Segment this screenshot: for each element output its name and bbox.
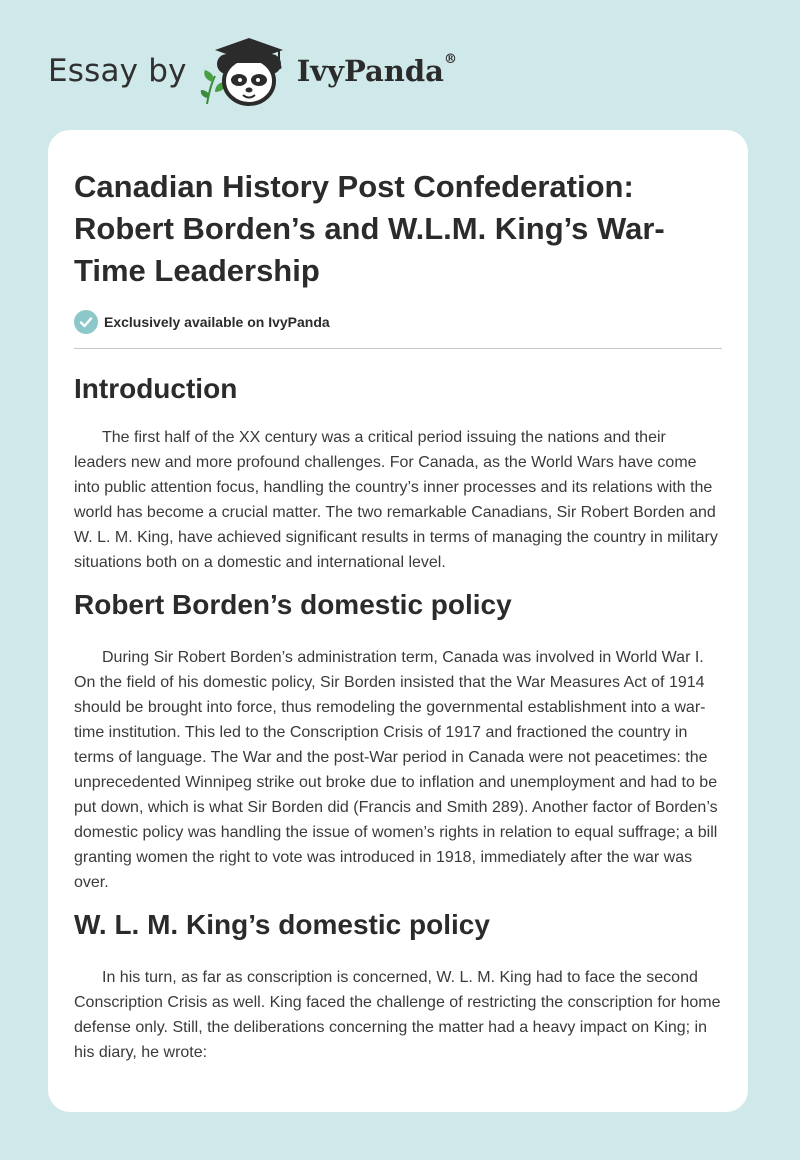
title-divider	[74, 348, 722, 349]
brand-name: IvyPanda®	[296, 52, 457, 88]
exclusive-badge	[74, 310, 722, 334]
section-paragraph: The first half of the XX century was a critical period issuing the nations and their leaders new and more profound challenges. For Canada, as the World Wars have come into public attention focus, handling the country’s inner processes and its relations with the world has become a crucial matter. The two remarkable Canadians, Sir Robert Borden and W. L. M. King, have achieved significant results in terms of managing the country in military situations both on a domestic and international level.	[74, 429, 718, 571]
essay-title: Canadian History Post Confederation: Robert Borden’s and W.L.M. King’s War-Time Leadership	[74, 169, 665, 288]
ivypanda-logo-icon	[199, 34, 291, 108]
section-heading: Introduction	[74, 373, 238, 404]
brand-header	[48, 34, 457, 108]
essay-by-label: Essay by	[48, 53, 187, 89]
check-icon	[74, 310, 98, 334]
essay-card	[48, 130, 748, 1112]
trademark-symbol: ®	[443, 52, 457, 67]
section-heading: W. L. M. King’s domestic policy	[74, 909, 490, 940]
exclusive-label: Exclusively available on IvyPanda	[104, 314, 330, 330]
section-heading: Robert Borden’s domestic policy	[74, 589, 512, 620]
section-paragraph: In his turn, as far as conscription is concerned, W. L. M. King had to face the second Conscription Crisis as well. King faced the challenge of restricting the conscription for home defense only. Still, the deliberations concerning the matter had a heavy impact on King; in his diary, he wrote:	[74, 969, 721, 1061]
section-paragraph: During Sir Robert Borden’s administration term, Canada was involved in World War I. On the field of his domestic policy, Sir Borden insisted that the War Measures Act of 1914 should be brought into force, thus remodeling the governmental establishment into a war-time institution. This led to the Conscription Crisis of 1917 and fractioned the country in terms of language. The War and the post-War period in Canada were not peacetimes: the unprecedented Winnipeg strike out broke due to inflation and unemployment and had to be put down, which is what Sir Borden did (Francis and Smith 289). Another factor of Borden’s domestic policy was handling the issue of women’s rights in relation to equal suffrage; a bill granting women the right to vote was introduced in 1918, immediately after the war was over.	[74, 649, 718, 891]
